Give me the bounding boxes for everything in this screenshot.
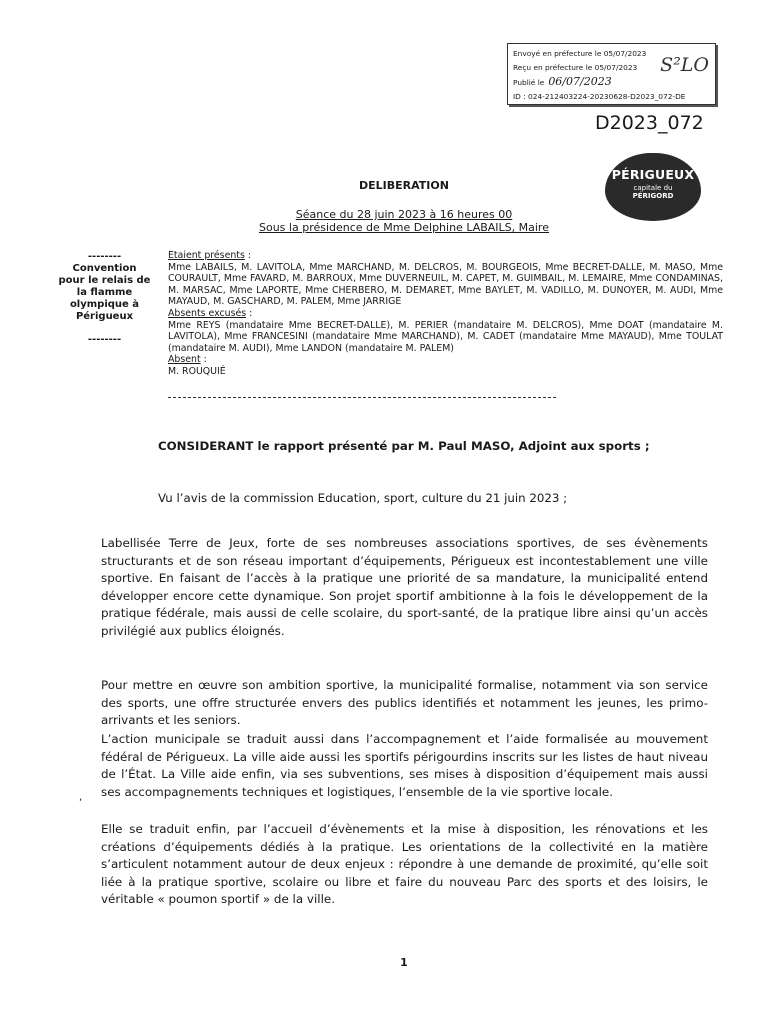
- absent-list: M. ROUQUIÉ: [168, 365, 226, 377]
- deliberation-reference: D2023_072: [595, 112, 704, 134]
- prefecture-stamp: [507, 43, 716, 105]
- paragraph-1: Labellisée Terre de Jeux, forte de ses nombreuses associations sportives, de ses évènements structurants et de son réseau important d’équipements, Périgueux est incontestablement une ville sportive. En faisant de l’accès à la pratique une priorité de sa mandature, la municipalité entend développer encore cette dynamique. Son projet sportif ambitionne à la fois le développement de la pratique fédérale, mais aussi de celle scolaire, du sport-santé, de la pratique libre ainsi qu’un accès privilégié aux publics éloignés.: [101, 536, 708, 638]
- session-presidency: Sous la présidence de Mme Delphine LABAILS, Maire: [259, 221, 549, 234]
- paragraph-2: Pour mettre en œuvre son ambition sportive, la municipalité formalise, notamment via son service des sports, une offre structurée envers des publics identifiés et notamment les jeunes, les primo-arrivants et les seniors.: [101, 678, 708, 728]
- absent-label: Absent: [168, 354, 201, 366]
- attendance-block: [168, 250, 723, 378]
- logo-region: PÉRIGORD: [632, 192, 674, 200]
- paragraph-3: L’action municipale se traduit aussi dans l’accompagnement et l’aide formalisée au mouvement fédéral de Périgueux. La ville aide aussi les sportifs périgourdins inscrits sur les listes de haut niveau de l’État. La Ville aide enfin, via ses subventions, ses mises à disposition d’équipement mais aussi ses accompagnements techniques et logistiques, l’ensemble de la vie sportive locale.: [101, 732, 708, 799]
- session-info: [0, 208, 770, 234]
- margin-mark: ,: [79, 792, 83, 803]
- stamp-published-label: Publié le: [513, 78, 545, 87]
- excused-heading: Absents excusés :: [168, 307, 253, 319]
- stamp-published-date: 06/07/2023: [548, 75, 612, 88]
- stamp-sent-date: Envoyé en préfecture le 05/07/2023: [513, 49, 647, 58]
- side-separator-top: --------: [87, 251, 122, 262]
- present-list: Mme LABAILS, M. LAVITOLA, Mme MARCHAND, M. DELCROS, M. BOURGEOIS, Mme BECRET-DALLE, M. MASO, Mme COURAULT, Mme FAVARD, M. BARROUX, Mme DUVERNEUIL, M. CAPET, M. GUIMBAIL, M. LEMAIRE, Mme CONDAMINAS, M. MARSAC, Mme LAPORTE, Mme CHERBERO, M. DEMARET, Mme BAYLET, M. VADILLO, M. DUNOYER, M. AUDI, Mme MAYAUD, M. GASCHARD, M. PALEM, Mme JARRIGE: [168, 261, 723, 308]
- excused-label: Absents excusés: [168, 307, 247, 319]
- present-label: Etaient présents: [168, 250, 245, 261]
- excused-list: Mme REYS (mandataire Mme BECRET-DALLE), M. PERIER (mandataire M. DELCROS), Mme DOAT (mandataire M. LAVITOLA), Mme FRANCESINI (mandataire Mme MARCHAND), M. CADET (mandataire Mme MAYAUD), Mme TOULAT (mandataire M. AUDI), Mme LANDON (mandataire M. PALEM): [168, 319, 723, 354]
- absent-heading: Absent :: [168, 354, 207, 366]
- paragraph-4: Elle se traduit enfin, par l’accueil d’évènements et la mise à disposition, les rénovations et les créations d’équipements dédiés à la pratique. Les orientations de la collectivité en la matière s’articulent notamment autour de deux enjeux : répondre à une demande de proximité, qu’elle soit liée à la pratique sportive, scolaire ou libre et faire du nouveau Parc des sports et des loisirs, le véritable « poumon sportif » de la ville.: [101, 822, 708, 907]
- session-date: Séance du 28 juin 2023 à 16 heures 00: [295, 208, 513, 221]
- considerant-statement: CONSIDERANT le rapport présenté par M. Paul MASO, Adjoint aux sports ;: [158, 439, 650, 453]
- separator-line: [168, 397, 556, 398]
- side-subject: Convention pour le relais de la flamme olympique à Périgueux: [58, 263, 151, 322]
- logo-subtitle: capitale du: [633, 184, 673, 192]
- commission-opinion: Vu l’avis de la commission Education, sport, culture du 21 juin 2023 ;: [158, 491, 568, 505]
- side-separator-bottom: --------: [87, 334, 122, 345]
- stamp-published: [513, 75, 715, 90]
- document-title: DELIBERATION: [359, 179, 449, 192]
- stamp-id: ID : 024-212403224-20230628-D2023_072-DE: [513, 92, 686, 101]
- stamp-received-date: Reçu en préfecture le 05/07/2023: [513, 63, 638, 72]
- page-number: 1: [400, 956, 408, 969]
- stamp-signature: S²LO: [660, 54, 709, 76]
- present-heading: Etaient présents :: [168, 250, 251, 261]
- logo-name: PÉRIGUEUX: [611, 167, 695, 182]
